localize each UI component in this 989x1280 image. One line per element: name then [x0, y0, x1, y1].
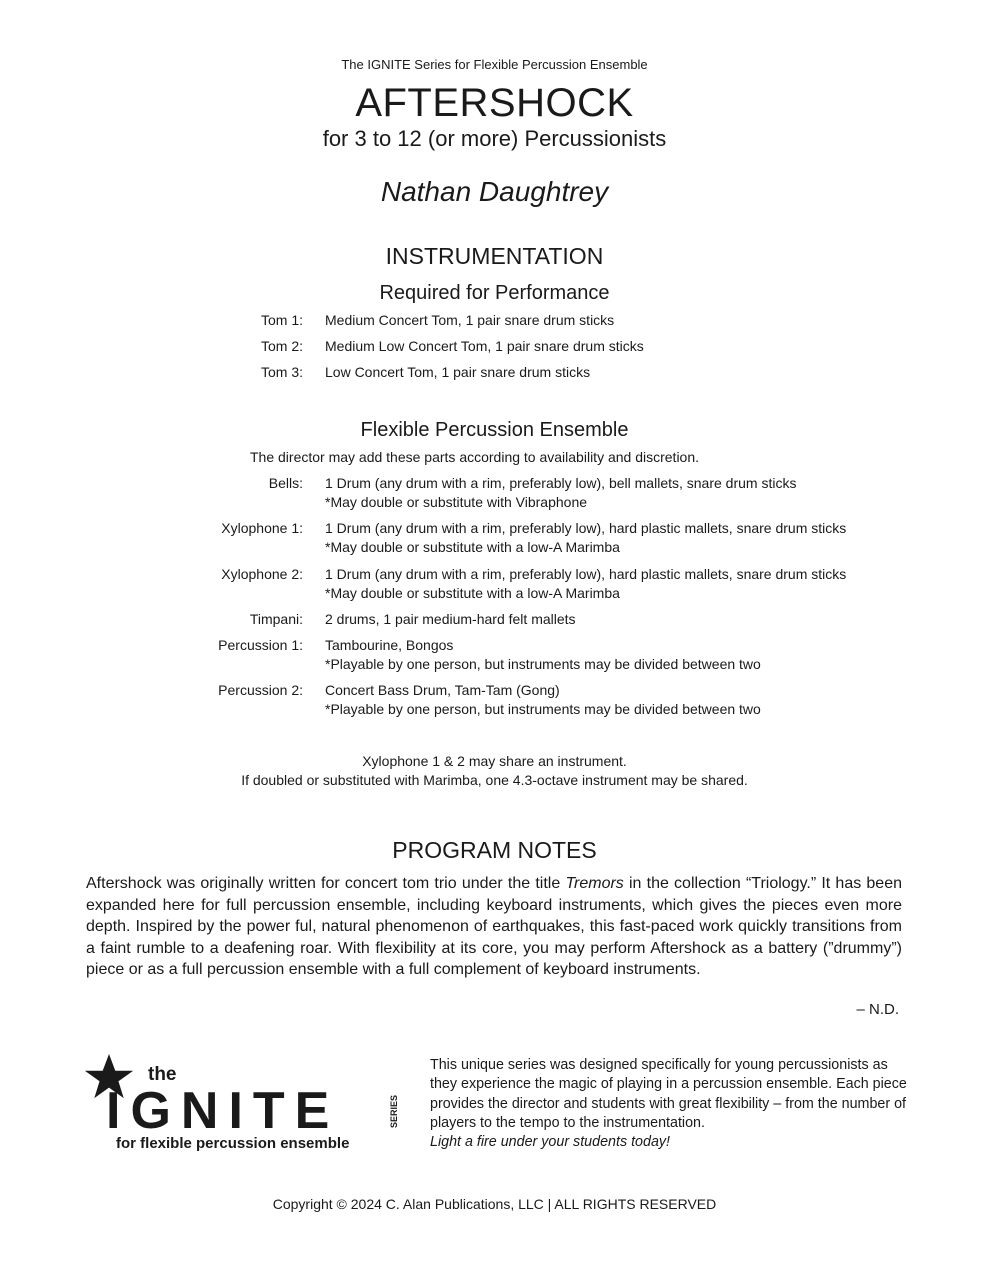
- required-heading: Required for Performance: [379, 282, 610, 304]
- instrument-note: *Playable by one person, but instruments may be divided between two: [325, 701, 761, 717]
- instrument-description: Tambourine, Bongos: [325, 637, 454, 653]
- program-notes-initials: – N.D.: [856, 1001, 899, 1018]
- program-notes-text-part: in the collection “Triology.” It has been expanded here for full percussion ensemble, including keyboard instruments, which gives the pieces even more depth. Inspired by the power ful, natural phenomenon of earthquakes, this fast-paced work quickly transitions from a faint rumble to a deafening roar. With flexibility at its core, you may perform Aftershock as a battery (”drummy”) piece or as a full percussion ensemble with a full complement of keyboard instruments.: [86, 875, 903, 979]
- instrument-note: *May double or substitute with a low-A Marimba: [325, 539, 620, 555]
- series-description-text: This unique series was designed specifically for young percussionists as they experience the magic of playing in a percussion ensemble. Each piece provides the director and students with great flexibility – from the number of players to the tempo to the instrumentation.: [430, 1057, 907, 1131]
- program-notes-text-part: was originally written for concert tom trio under the title: [161, 875, 566, 892]
- ignite-logo: [84, 1050, 404, 1160]
- instrument-description: 1 Drum (any drum with a rim, preferably low), bell mallets, snare drum sticks: [325, 475, 797, 491]
- flexible-intro: The director may add these parts according to availability and discretion.: [250, 449, 700, 465]
- logo-series: SERIES: [389, 1094, 399, 1128]
- series-line: The IGNITE Series for Flexible Percussion Ensemble: [341, 57, 648, 72]
- composer-name: Nathan Daughtrey: [380, 176, 609, 207]
- instrument-label: Percussion 2:: [218, 682, 303, 698]
- logo-word: IGNITE: [106, 1082, 340, 1140]
- page-title: AFTERSHOCK: [355, 81, 634, 125]
- instrument-description: Medium Low Concert Tom, 1 pair snare drum sticks: [325, 338, 644, 354]
- program-notes-lead: Aftershock: [86, 875, 162, 892]
- logo-the: the: [148, 1064, 177, 1085]
- series-tagline: Light a fire under your students today!: [430, 1134, 671, 1151]
- instrumentation-heading: INSTRUMENTATION: [385, 243, 604, 269]
- instrument-note: *May double or substitute with a low-A Marimba: [325, 585, 620, 601]
- instrument-label: Xylophone 2:: [221, 566, 303, 582]
- copyright: Copyright © 2024 C. Alan Publications, LLC | ALL RIGHTS RESERVED: [272, 1196, 717, 1212]
- logo-tagline: for flexible percussion ensemble: [116, 1135, 350, 1152]
- instrument-description: Low Concert Tom, 1 pair snare drum sticks: [325, 364, 591, 380]
- instrument-label: Tom 1:: [260, 312, 303, 328]
- flexible-heading: Flexible Percussion Ensemble: [360, 419, 629, 441]
- instrument-description: 2 drums, 1 pair medium-hard felt mallets: [325, 611, 576, 627]
- program-notes-italic-title: Tremors: [565, 875, 624, 892]
- instrument-label: Percussion 1:: [218, 637, 303, 653]
- instrument-note: *May double or substitute with Vibraphone: [325, 494, 588, 510]
- instrument-description: 1 Drum (any drum with a rim, preferably low), hard plastic mallets, snare drum sticks: [325, 520, 847, 536]
- program-notes-heading: PROGRAM NOTES: [392, 837, 597, 863]
- subtitle: for 3 to 12 (or more) Percussionists: [322, 126, 667, 151]
- instrument-label: Bells:: [268, 475, 303, 491]
- instrument-description: 1 Drum (any drum with a rim, preferably low), hard plastic mallets, snare drum sticks: [325, 566, 847, 582]
- instrument-description: Concert Bass Drum, Tam-Tam (Gong): [325, 682, 560, 698]
- share-note: Xylophone 1 & 2 may share an instrument.: [362, 753, 627, 769]
- instrument-label: Timpani:: [249, 611, 303, 627]
- share-note: If doubled or substituted with Marimba, one 4.3-octave instrument may be shared.: [241, 772, 748, 788]
- instrument-label: Tom 3:: [260, 364, 303, 380]
- instrument-label: Tom 2:: [260, 338, 303, 354]
- series-description: [430, 1056, 910, 1152]
- instrument-description: Medium Concert Tom, 1 pair snare drum sticks: [325, 312, 615, 328]
- instrument-note: *Playable by one person, but instruments may be divided between two: [325, 656, 761, 672]
- program-notes-text: [86, 873, 902, 981]
- instrument-label: Xylophone 1:: [221, 520, 303, 536]
